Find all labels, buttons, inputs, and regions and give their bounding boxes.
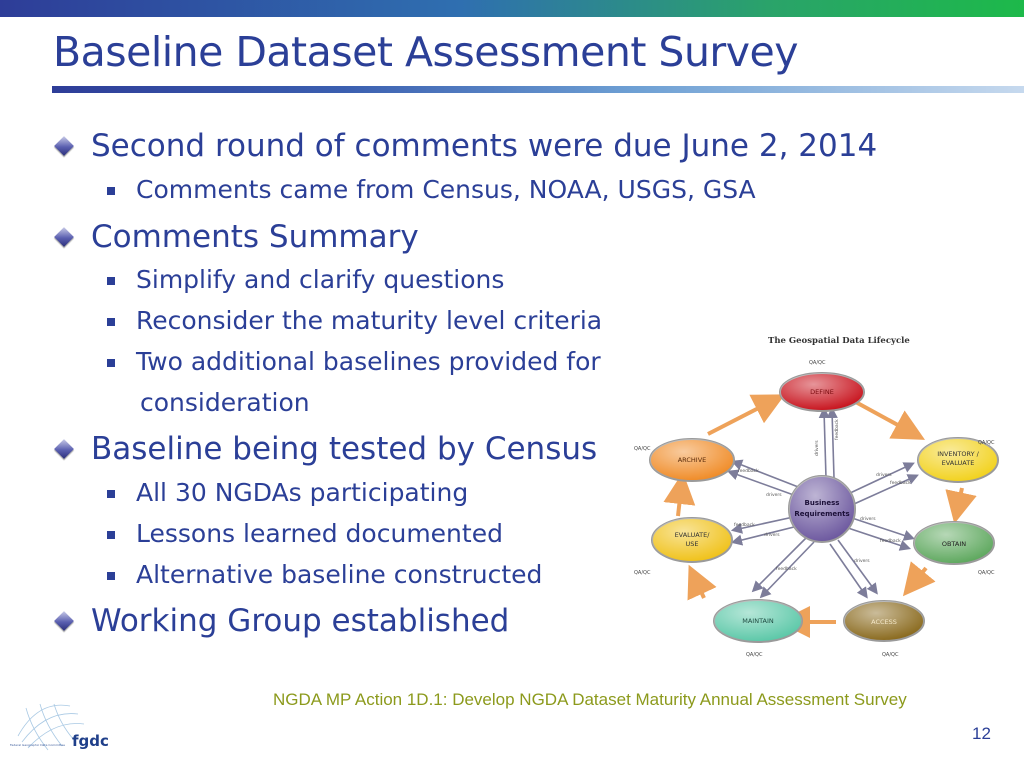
square-bullet-icon xyxy=(107,318,115,326)
sub-bullet-text: Simplify and clarify questions xyxy=(136,265,505,294)
node-label: ARCHIVE xyxy=(677,456,707,464)
spoke-label-drivers: drivers xyxy=(764,533,780,538)
qaqc-label: QA/QC xyxy=(634,570,651,576)
qaqc-label: QA/QC xyxy=(978,440,995,446)
spoke-label-feedback: feedback xyxy=(734,523,755,528)
node-maintain xyxy=(714,600,802,642)
node-business-requirements xyxy=(789,476,855,542)
sub-bullet-text: Lessons learned documented xyxy=(136,519,503,548)
qaqc-label: QA/QC xyxy=(746,652,763,658)
diagram-title: The Geospatial Data Lifecycle xyxy=(768,336,910,346)
slide-title: Baseline Dataset Assessment Survey xyxy=(53,28,799,76)
diamond-bullet-icon xyxy=(54,439,74,459)
spoke-label-drivers: drivers xyxy=(815,440,820,456)
spoke-label-drivers: drivers xyxy=(766,493,782,498)
square-bullet-icon xyxy=(107,359,115,367)
spoke-label-feedback: feedback xyxy=(880,539,901,544)
sub-bullet-text: Alternative baseline constructed xyxy=(136,560,543,589)
top-gradient-bar xyxy=(0,0,1024,17)
node-archive xyxy=(650,439,734,481)
diamond-bullet-icon xyxy=(54,227,74,247)
node-label: DEFINE xyxy=(810,388,834,396)
node-label: OBTAIN xyxy=(941,540,967,548)
bullet-text: Baseline being tested by Census xyxy=(91,431,598,467)
page-number: 12 xyxy=(972,724,991,743)
square-bullet-icon xyxy=(107,277,115,285)
logo-wordmark: fgdc xyxy=(72,732,109,750)
node-label: ACCESS xyxy=(871,618,897,626)
spoke-label-feedback: feedback xyxy=(890,481,911,486)
bullet-text: Working Group established xyxy=(91,603,510,639)
qaqc-label: QA/QC xyxy=(634,446,651,452)
bullet-text: Second round of comments were due June 2, 2014 xyxy=(91,128,878,164)
center-label: Requirements xyxy=(794,510,850,518)
title-underline xyxy=(52,86,1024,93)
spoke-label-drivers: drivers xyxy=(854,559,870,564)
node-label: EVALUATE/ xyxy=(674,531,710,539)
fgdc-logo xyxy=(8,696,118,756)
sub-bullet-text: Comments came from Census, NOAA, USGS, GSA xyxy=(136,175,756,204)
diamond-bullet-icon xyxy=(54,136,74,156)
spoke-label-drivers: drivers xyxy=(876,473,892,478)
diamond-bullet-icon xyxy=(54,611,74,631)
qaqc-label: QA/QC xyxy=(978,570,995,576)
qaqc-label: QA/QC xyxy=(882,652,899,658)
sub-bullet-text: Two additional baselines provided for xyxy=(136,347,601,376)
square-bullet-icon xyxy=(107,572,115,580)
node-define xyxy=(780,373,864,411)
qaqc-label: QA/QC xyxy=(809,360,826,366)
sub-bullet-text: Reconsider the maturity level criteria xyxy=(136,306,603,335)
node-access xyxy=(844,601,924,641)
geospatial-lifecycle-diagram xyxy=(626,330,1018,662)
node-label: MAINTAIN xyxy=(742,617,774,625)
node-obtain xyxy=(914,522,994,564)
logo-tagline: Federal Geographic Data Committee xyxy=(10,743,66,747)
spoke-label-feedback: feedback xyxy=(835,419,840,440)
spoke-label-drivers: drivers xyxy=(860,517,876,522)
square-bullet-icon xyxy=(107,531,115,539)
spoke-label-feedback: feedback xyxy=(738,469,759,474)
sub-bullet-text: All 30 NGDAs participating xyxy=(136,478,469,507)
bullet-text: Comments Summary xyxy=(91,219,419,255)
node-label: USE xyxy=(685,540,699,548)
square-bullet-icon xyxy=(107,187,115,195)
sub-bullet-continuation: consideration xyxy=(140,388,310,417)
node-label: INVENTORY / xyxy=(937,450,979,458)
node-evaluate-use xyxy=(652,518,732,562)
footer-note: NGDA MP Action 1D.1: Develop NGDA Dataset Maturity Annual Assessment Survey xyxy=(273,690,907,709)
spoke-label-feedback: feedback xyxy=(776,567,797,572)
square-bullet-icon xyxy=(107,490,115,498)
node-label: EVALUATE xyxy=(941,459,975,467)
center-label: Business xyxy=(804,499,840,507)
